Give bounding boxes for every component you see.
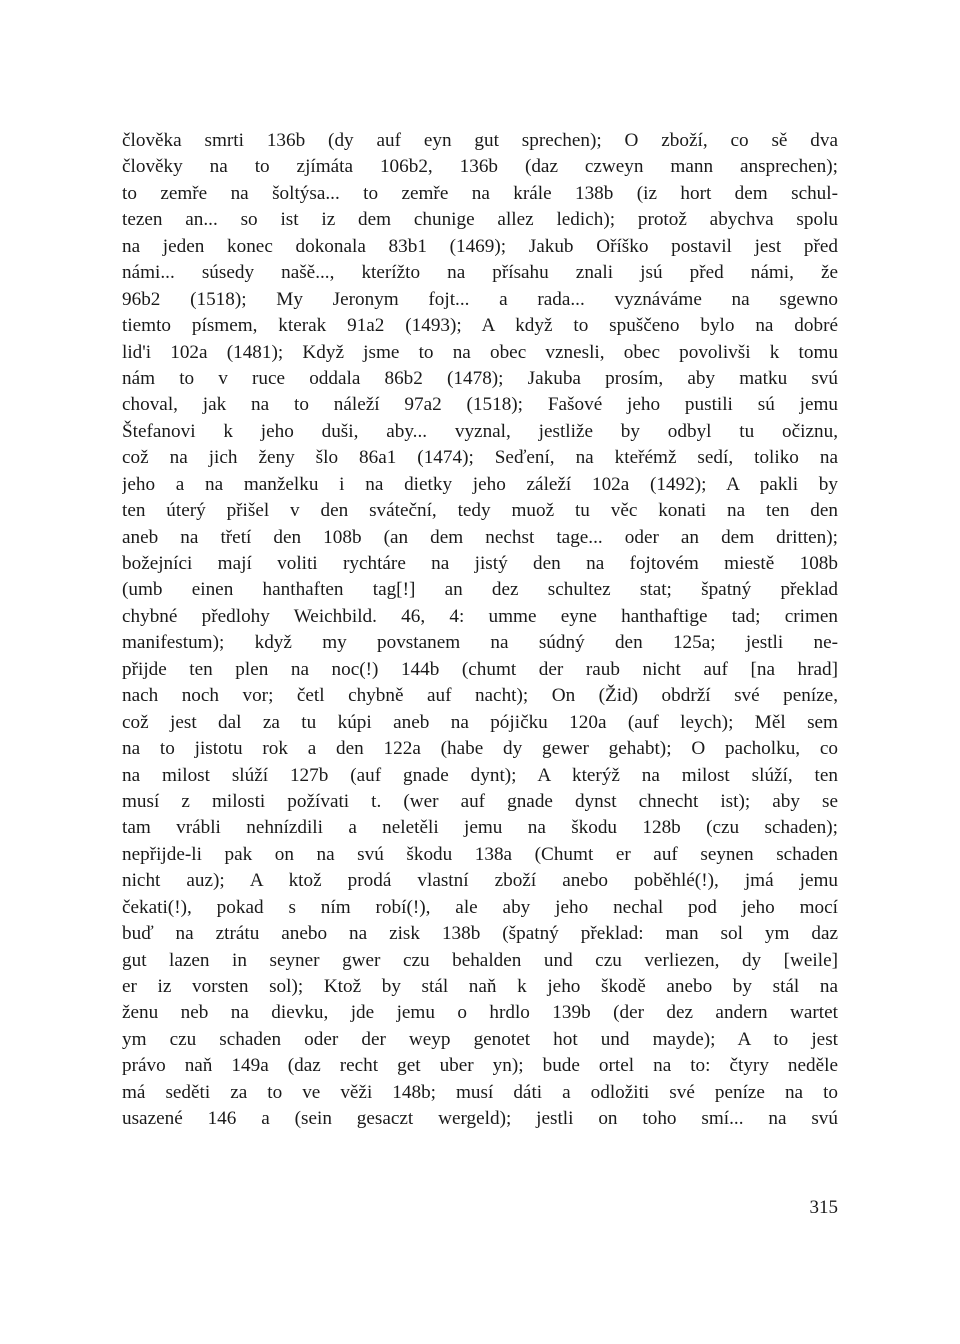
text-line: ym czu schaden oder der weyp genotet hot und mayde); A to jest	[122, 1028, 838, 1050]
body-text	[122, 128, 838, 1133]
text-line: gut lazen in seyner gwer czu behalden und czu verliezen, dy [weile]	[122, 949, 838, 971]
text-line: na jeden konec dokonala 83b1 (1469); Jakub Oříško postavil jest před	[122, 235, 838, 257]
text-line: musí z milosti požívati t. (wer auf gnade dynst chnecht ist); aby se	[122, 790, 838, 812]
text-line: právo naň 149a (daz recht get uber yn); bude ortel na to: čtyry neděle	[122, 1055, 838, 1077]
text-line: 96b2 (1518); My Jeronym fojt... a rada... vyznáváme na sgewno	[122, 288, 838, 310]
text-line: tiemto písmem, kterak 91a2 (1493); A když to spuščeno bylo na dobré	[122, 315, 838, 337]
text-line: (umb einen hanthaften tag[!] an dez schultez stat; špatný překlad	[122, 579, 838, 601]
text-line: Štefanovi k jeho duši, aby... vyznal, jestliže by odbyl tu očiznu,	[122, 420, 838, 442]
text-line: člověka smrti 136b (dy auf eyn gut sprechen); O zboží, co sě dva	[122, 130, 838, 151]
text-line: nicht auz); A ktož prodá vlastní zboží anebo poběhlé(!), jmá jemu	[122, 870, 838, 892]
text-line: božejníci mají voliti rychtáre na jistý den na fojtovém miestě 108b	[122, 553, 838, 574]
text-line: ten úterý přišel v den sváteční, tedy muož tu věc konati na ten den	[122, 500, 838, 522]
text-line: nach noch vor; četl chybně auf nacht); On (Žid) obdrží své peníze,	[122, 685, 838, 707]
text-line: tezen an... so ist iz dem chunige allez ledich); protož abychva spolu	[122, 209, 838, 231]
text-line: ženu neb na dievku, jde jemu o hrdlo 139b (der dez andern wartet	[122, 1002, 838, 1024]
text-line: přijde ten plen na noc(!) 144b (chumt der raub nicht auf [na hrad]	[122, 658, 838, 680]
text-line: člověky na to zjímáta 106b2, 136b (daz czweyn mann ansprechen);	[122, 156, 838, 178]
page-number: 315	[809, 1197, 838, 1218]
text-line: na to jistotu rok a den 122a (habe dy gewer gehabt); O pacholku, co	[122, 738, 838, 760]
text-line: er iz vorsten sol); Ktož by stál naň k jeho škodě anebo by stál na	[122, 976, 838, 997]
text-line: lid'i 102a (1481); Když jsme to na obec vznesli, obec povolivši k tomu	[122, 341, 838, 363]
text-line: námi... súsedy našě..., kterížto na přísahu znali jsú před námi, že	[122, 262, 838, 284]
text-line: má seděti za to ve věži 148b; musí dáti a odložiti své peníze na to	[122, 1081, 838, 1103]
text-line: jeho a na manželku i na dietky jeho záleží 102a (1492); A pakli by	[122, 473, 838, 495]
text-line: nepřijde-li pak on na svú škodu 138a (Chumt er auf seynen schaden	[122, 843, 838, 865]
text-line: na milost slúží 127b (auf gnade dynt); A kterýž na milost slúží, ten	[122, 764, 838, 786]
text-line: čekati(!), pokad s ním robí(!), ale aby jeho nechal pod jeho mocí	[122, 896, 838, 918]
text-line: což jest dal za tu kúpi aneb na pójičku 120a (auf leych); Měl sem	[122, 711, 838, 733]
text-line: což na jich ženy šlo 86a1 (1474); Seďení, na kteřémž sedí, toliko na	[122, 447, 838, 469]
text-line: nám to v ruce oddala 86b2 (1478); Jakuba prosím, aby matku svú	[122, 367, 838, 389]
text-line: usazené 146 a (sein gesaczt wergeld); jestli on toho smí... na svú	[122, 1108, 838, 1130]
text-line: choval, jak na to náleží 97a2 (1518); Fašové jeho pustili sú jemu	[122, 394, 838, 416]
text-line: chybné předlohy Weichbild. 46, 4: umme eyne hanthaftige tad; crimen	[122, 605, 838, 627]
text-line: manifestum); když my povstanem na súdný den 125a; jestli ne-	[122, 632, 838, 654]
text-line: aneb na třetí den 108b (an dem nechst tage... oder an dem dritten);	[122, 526, 838, 548]
text-line: tam vrábli nehnízdili a neletěli jemu na škodu 128b (czu schaden);	[122, 817, 838, 839]
text-line: to zemře na šoltýsa... to zemře na krále 138b (iz hort dem schul-	[122, 182, 838, 204]
text-line: buď na ztrátu anebo na zisk 138b (špatný překlad: man sol ym daz	[122, 923, 838, 945]
